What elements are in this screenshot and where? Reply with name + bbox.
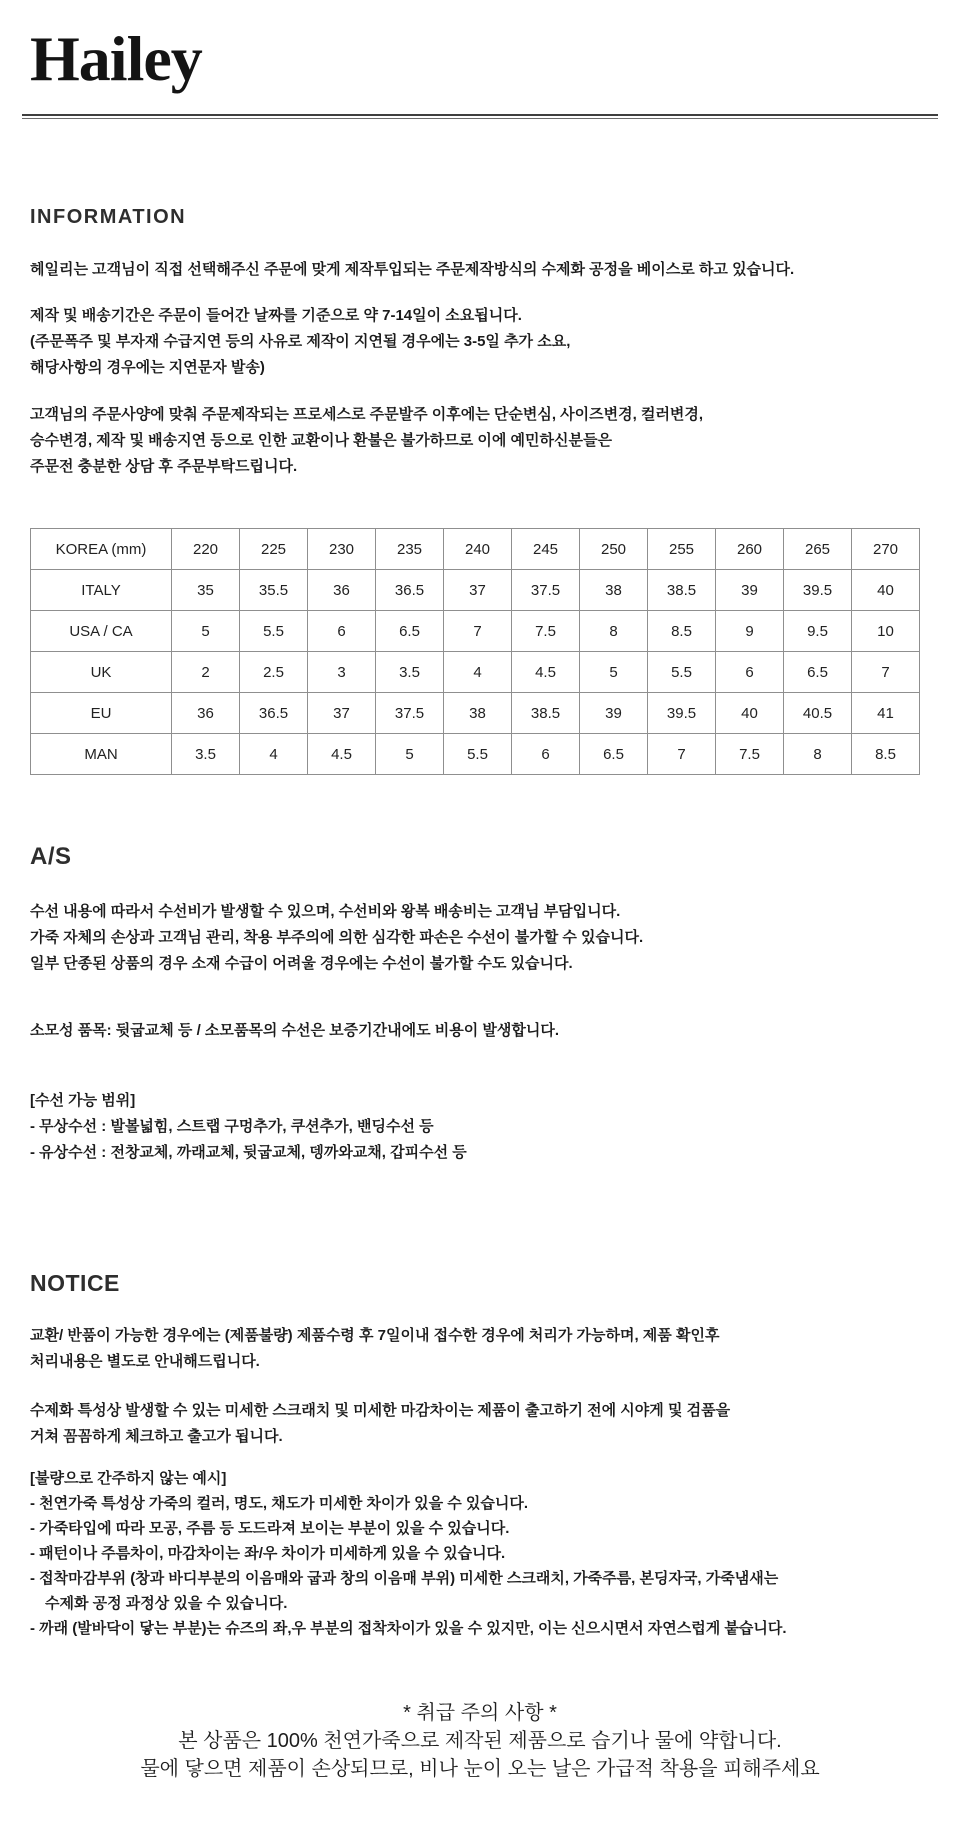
list-header-line: [불량으로 간주하지 않는 예시] — [30, 1470, 227, 1487]
size-value-cell: 37 — [308, 693, 376, 734]
repair-scope-list — [30, 1088, 940, 1166]
size-value-cell: 38 — [580, 570, 648, 611]
size-value-cell: 240 — [444, 529, 512, 570]
table-row — [31, 611, 920, 652]
information-paragraph — [30, 257, 940, 283]
list-item: - 가죽타입에 따라 모공, 주름 등 도드라져 보이는 부분이 있을 수 있습니다. — [30, 1520, 510, 1537]
size-value-cell: 5.5 — [648, 652, 716, 693]
size-chart-table — [30, 528, 920, 775]
size-value-cell: 35.5 — [240, 570, 308, 611]
size-value-cell: 8.5 — [852, 734, 920, 775]
size-value-cell: 8.5 — [648, 611, 716, 652]
size-value-cell: 40.5 — [784, 693, 852, 734]
as-paragraph — [30, 899, 940, 977]
size-value-cell: 8 — [784, 734, 852, 775]
size-value-cell: 36.5 — [376, 570, 444, 611]
size-value-cell: 2 — [172, 652, 240, 693]
size-value-cell: 6 — [512, 734, 580, 775]
size-value-cell: 6 — [308, 611, 376, 652]
size-value-cell: 3.5 — [172, 734, 240, 775]
list-item: - 유상수선 : 전창교체, 까래교체, 뒷굽교체, 뎅까와교채, 갑피수선 등 — [30, 1144, 467, 1161]
size-value-cell: 3.5 — [376, 652, 444, 693]
list-item: - 천연가죽 특성상 가죽의 컬러, 명도, 채도가 미세한 차이가 있을 수 있습니다. — [30, 1495, 529, 1512]
notice-paragraph — [30, 1398, 940, 1450]
size-value-cell: 4.5 — [512, 652, 580, 693]
size-value-cell: 4 — [444, 652, 512, 693]
size-value-cell: 39.5 — [648, 693, 716, 734]
size-value-cell: 5 — [376, 734, 444, 775]
size-value-cell: 270 — [852, 529, 920, 570]
header-divider — [22, 114, 938, 119]
paragraph-line: 승수변경, 제작 및 배송지연 등으로 인한 교환이나 환불은 불가하므로 이에 예민하신분들은 — [30, 432, 612, 449]
notice-paragraph — [30, 1323, 940, 1375]
size-value-cell: 250 — [580, 529, 648, 570]
size-value-cell: 38.5 — [512, 693, 580, 734]
size-value-cell: 265 — [784, 529, 852, 570]
not-defect-list — [30, 1466, 940, 1641]
paragraph-line: 제작 및 배송기간은 주문이 들어간 날짜를 기준으로 약 7-14일이 소요됩니다. — [30, 307, 522, 324]
paragraph-line: 가죽 자체의 손상과 고객님 관리, 착용 부주의에 의한 심각한 파손은 수선이 불가할 수 있습니다. — [30, 929, 644, 946]
paragraph-line: 수제화 특성상 발생할 수 있는 미세한 스크래치 및 미세한 마감차이는 제품이 출고하기 전에 시야게 및 검품을 — [30, 1402, 731, 1419]
size-value-cell: 5.5 — [444, 734, 512, 775]
size-value-cell: 2.5 — [240, 652, 308, 693]
size-value-cell: 39 — [580, 693, 648, 734]
paragraph-line: 거쳐 꼼꼼하게 체크하고 출고가 됩니다. — [30, 1428, 283, 1445]
size-value-cell: 7.5 — [716, 734, 784, 775]
paragraph-line: 일부 단종된 상품의 경우 소재 수급이 어려울 경우에는 수선이 불가할 수도 있습니다. — [30, 955, 573, 972]
row-label-cell: ITALY — [31, 570, 172, 611]
size-value-cell: 7 — [852, 652, 920, 693]
paragraph-line: 교환/ 반품이 가능한 경우에는 (제품불량) 제품수령 후 7일이내 접수한 경우에 처리가 가능하며, 제품 확인후 — [30, 1327, 720, 1344]
size-value-cell: 35 — [172, 570, 240, 611]
information-paragraph — [30, 402, 940, 480]
size-value-cell: 235 — [376, 529, 444, 570]
size-value-cell: 225 — [240, 529, 308, 570]
size-value-cell: 7 — [648, 734, 716, 775]
size-value-cell: 9 — [716, 611, 784, 652]
row-label-cell: MAN — [31, 734, 172, 775]
paragraph-line: 처리내용은 별도로 안내해드립니다. — [30, 1353, 260, 1370]
list-item-continuation: 수제화 공정 과정상 있을 수 있습니다. — [45, 1595, 288, 1612]
size-value-cell: 38 — [444, 693, 512, 734]
list-header-line: [수선 가능 범위] — [30, 1092, 136, 1109]
row-label-cell: EU — [31, 693, 172, 734]
size-value-cell: 7 — [444, 611, 512, 652]
information-paragraph — [30, 303, 940, 381]
size-value-cell: 36 — [172, 693, 240, 734]
row-label-cell: USA / CA — [31, 611, 172, 652]
size-value-cell: 3 — [308, 652, 376, 693]
size-value-cell: 40 — [852, 570, 920, 611]
size-value-cell: 5 — [172, 611, 240, 652]
notice-heading: NOTICE — [30, 1270, 120, 1296]
paragraph-line: 주문전 충분한 상담 후 주문부탁드립니다. — [30, 458, 298, 475]
care-note-line: 본 상품은 100% 천연가죽으로 제작된 제품으로 습기나 물에 약합니다. — [178, 1730, 782, 1752]
information-section — [0, 205, 960, 775]
paragraph-line: (주문폭주 및 부자재 수급지연 등의 사유로 제작이 지연될 경우에는 3-5일 추가 소요, — [30, 333, 571, 350]
size-value-cell: 230 — [308, 529, 376, 570]
paragraph-line: 헤일리는 고객님이 직접 선택해주신 주문에 맞게 제작투입되는 주문제작방식의 수제화 공정을 베이스로 하고 있습니다. — [30, 261, 795, 278]
paragraph-line: 해당사항의 경우에는 지연문자 발송) — [30, 359, 265, 376]
size-value-cell: 4 — [240, 734, 308, 775]
size-value-cell: 37.5 — [512, 570, 580, 611]
row-label-cell: KOREA (mm) — [31, 529, 172, 570]
table-row — [31, 652, 920, 693]
size-value-cell: 10 — [852, 611, 920, 652]
size-value-cell: 8 — [580, 611, 648, 652]
size-value-cell: 255 — [648, 529, 716, 570]
as-heading: A/S — [30, 843, 72, 870]
table-row — [31, 529, 920, 570]
size-value-cell: 39 — [716, 570, 784, 611]
table-row — [31, 570, 920, 611]
size-value-cell: 5 — [580, 652, 648, 693]
size-value-cell: 41 — [852, 693, 920, 734]
size-value-cell: 220 — [172, 529, 240, 570]
as-paragraph — [30, 1018, 940, 1044]
size-value-cell: 260 — [716, 529, 784, 570]
brand-logo: Hailey — [30, 23, 202, 94]
size-value-cell: 6.5 — [580, 734, 648, 775]
care-note-line: 물에 닿으면 제품이 손상되므로, 비나 눈이 오는 날은 가급적 착용을 피해주세요 — [140, 1758, 820, 1780]
care-note-footer — [0, 1699, 960, 1783]
table-row — [31, 693, 920, 734]
list-item: - 까래 (발바닥이 닿는 부분)는 슈즈의 좌,우 부분의 접착차이가 있을 수 있지만, 이는 신으시면서 자연스럽게 붙습니다. — [30, 1620, 787, 1637]
size-value-cell: 245 — [512, 529, 580, 570]
size-table-body — [31, 529, 920, 775]
size-value-cell: 9.5 — [784, 611, 852, 652]
care-note-line: * 취급 주의 사항 * — [403, 1702, 557, 1724]
paragraph-line: 소모성 품목: 뒷굽교체 등 / 소모품목의 수선은 보증기간내에도 비용이 발생합니다. — [30, 1022, 560, 1039]
table-row — [31, 734, 920, 775]
page-header — [0, 24, 960, 119]
size-value-cell: 7.5 — [512, 611, 580, 652]
size-value-cell: 37.5 — [376, 693, 444, 734]
notice-section — [0, 1270, 960, 1641]
size-value-cell: 36 — [308, 570, 376, 611]
list-item: - 접착마감부위 (창과 바디부분의 이음매와 굽과 창의 이음매 부위) 미세한 스크래치, 가죽주름, 본딩자국, 가죽냄새는 — [30, 1570, 779, 1587]
list-item: - 무상수선 : 발볼넓힘, 스트랩 구멍추가, 쿠션추가, 밴딩수선 등 — [30, 1118, 434, 1135]
paragraph-line: 고객님의 주문사양에 맞춰 주문제작되는 프로세스로 주문발주 이후에는 단순변심, 사이즈변경, 컬러변경, — [30, 406, 704, 423]
size-value-cell: 37 — [444, 570, 512, 611]
information-heading: INFORMATION — [30, 206, 187, 228]
size-value-cell: 36.5 — [240, 693, 308, 734]
size-value-cell: 40 — [716, 693, 784, 734]
size-value-cell: 6.5 — [784, 652, 852, 693]
size-value-cell: 5.5 — [240, 611, 308, 652]
size-value-cell: 6 — [716, 652, 784, 693]
size-value-cell: 4.5 — [308, 734, 376, 775]
size-value-cell: 38.5 — [648, 570, 716, 611]
paragraph-line: 수선 내용에 따라서 수선비가 발생할 수 있으며, 수선비와 왕복 배송비는 고객님 부담입니다. — [30, 903, 621, 920]
size-value-cell: 6.5 — [376, 611, 444, 652]
as-section — [0, 843, 960, 1166]
size-value-cell: 39.5 — [784, 570, 852, 611]
list-item: - 패턴이나 주름차이, 마감차이는 좌/우 차이가 미세하게 있을 수 있습니다. — [30, 1545, 506, 1562]
row-label-cell: UK — [31, 652, 172, 693]
